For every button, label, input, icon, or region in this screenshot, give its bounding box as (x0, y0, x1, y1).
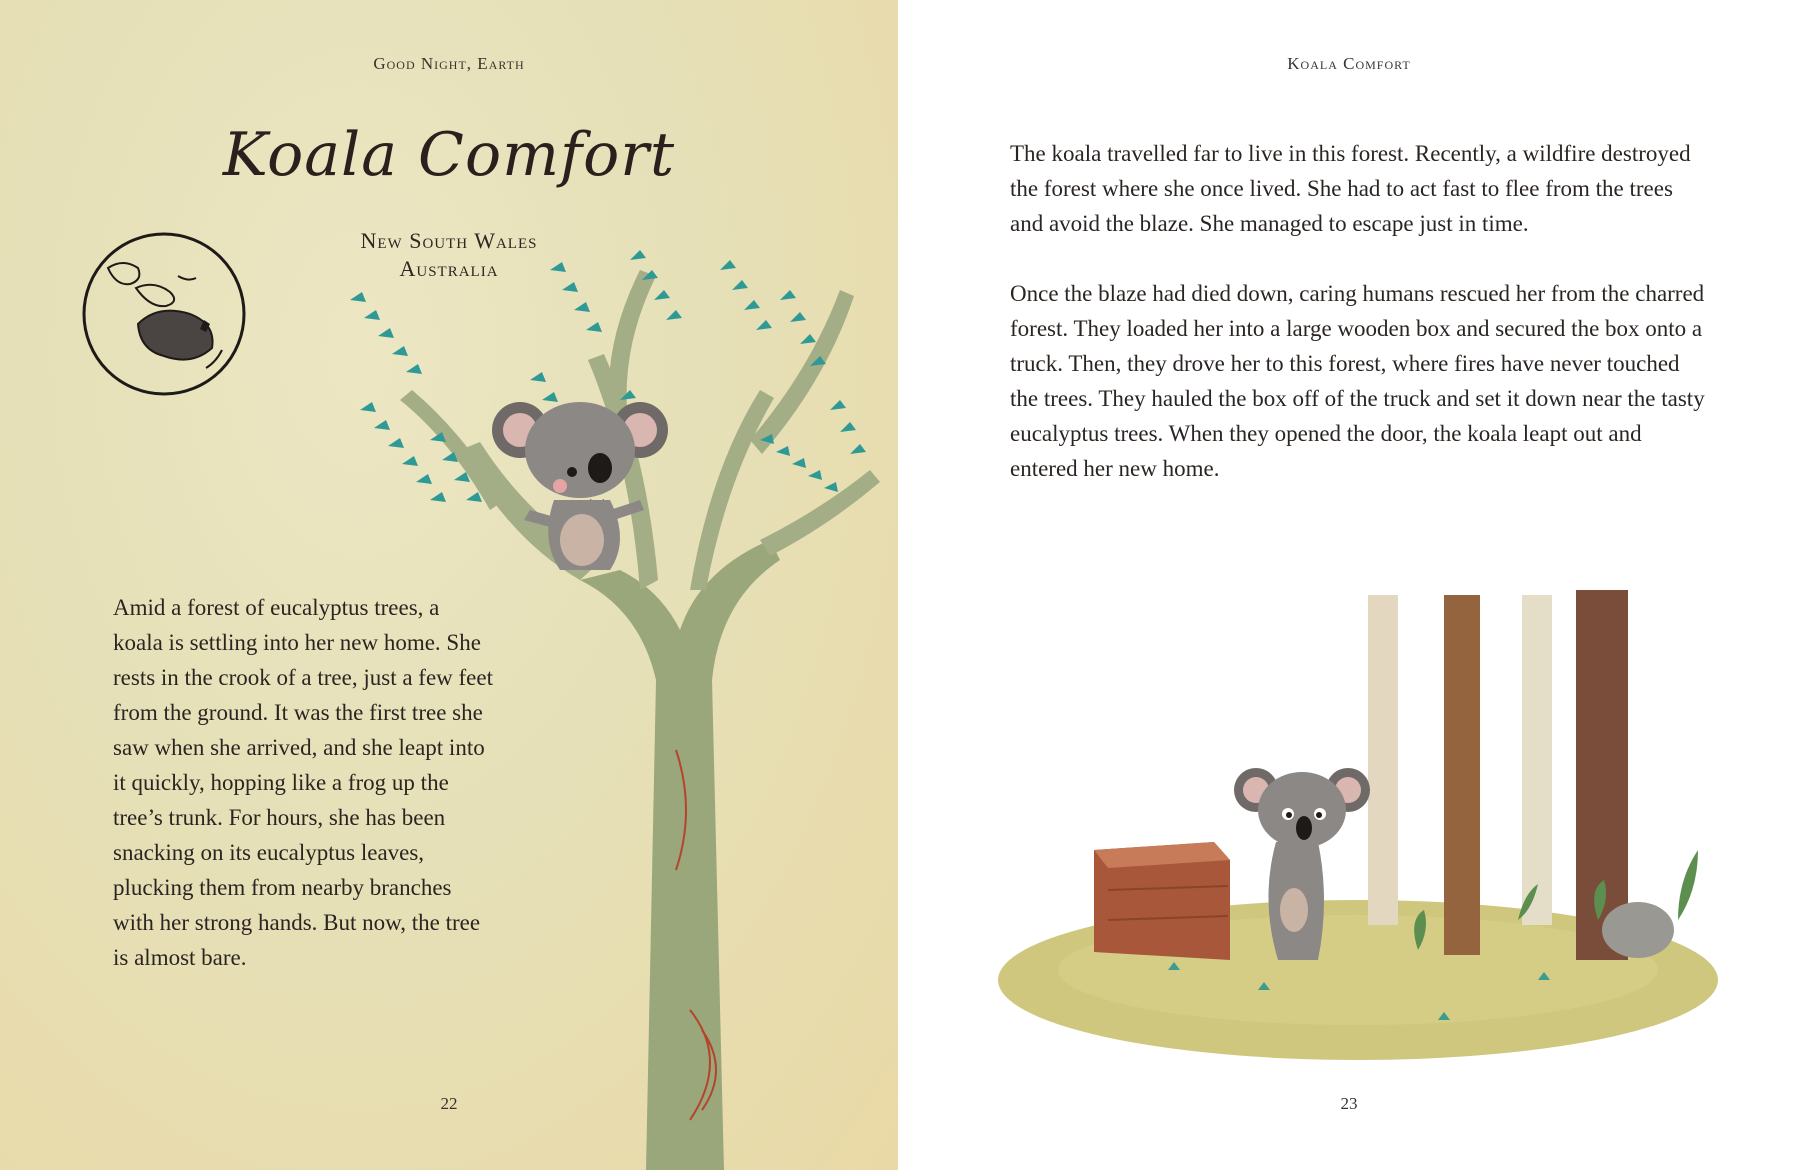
koala-in-tree-illustration (490, 390, 670, 590)
location-line-2: Australia (399, 256, 499, 281)
right-page (898, 0, 1800, 1170)
right-body-text (1010, 136, 1710, 521)
running-head-left: Good Night, Earth (373, 54, 525, 73)
right-paragraph-1: The koala travelled far to live in this forest. Recently, a wildfire destroyed the forest where she once lived. She had to act fast to flee from the trees and avoid the blaze. She managed to escape just in time. (1010, 141, 1691, 236)
location-line-1: New South Wales (360, 228, 538, 253)
running-head-right: Koala Comfort (1287, 54, 1411, 73)
globe-icon (78, 228, 250, 400)
left-page (0, 0, 898, 1170)
koala-box-scene-illustration (998, 580, 1718, 1060)
left-paragraph: Amid a forest of eucalyptus trees, a koala is settling into her new home. She rests in the crook of a tree, just a few feet from the ground. It was the first tree she saw when she arrived, and she leapt into it quickly, hopping like a frog up the tree’s trunk. For hours, she has been snacking on its eucalyptus leaves, plucking them from nearby branches with her strong hands. But now, the tree is almost bare. (113, 595, 493, 970)
page-number-left: 22 (440, 1094, 458, 1113)
right-paragraph-2: Once the blaze had died down, caring humans rescued her from the charred forest. They loaded her into a large wooden box and secured the box onto a truck. Then, they drove her to this forest, where fires have never touched the trees. They hauled the box off of the truck and set it down near the tasty eucalyptus trees. When they opened the door, the koala leapt out and entered her new home. (1010, 281, 1705, 481)
left-body-text (113, 590, 493, 975)
chapter-title: Koala Comfort (222, 120, 676, 190)
page-number-right: 23 (1340, 1094, 1358, 1113)
